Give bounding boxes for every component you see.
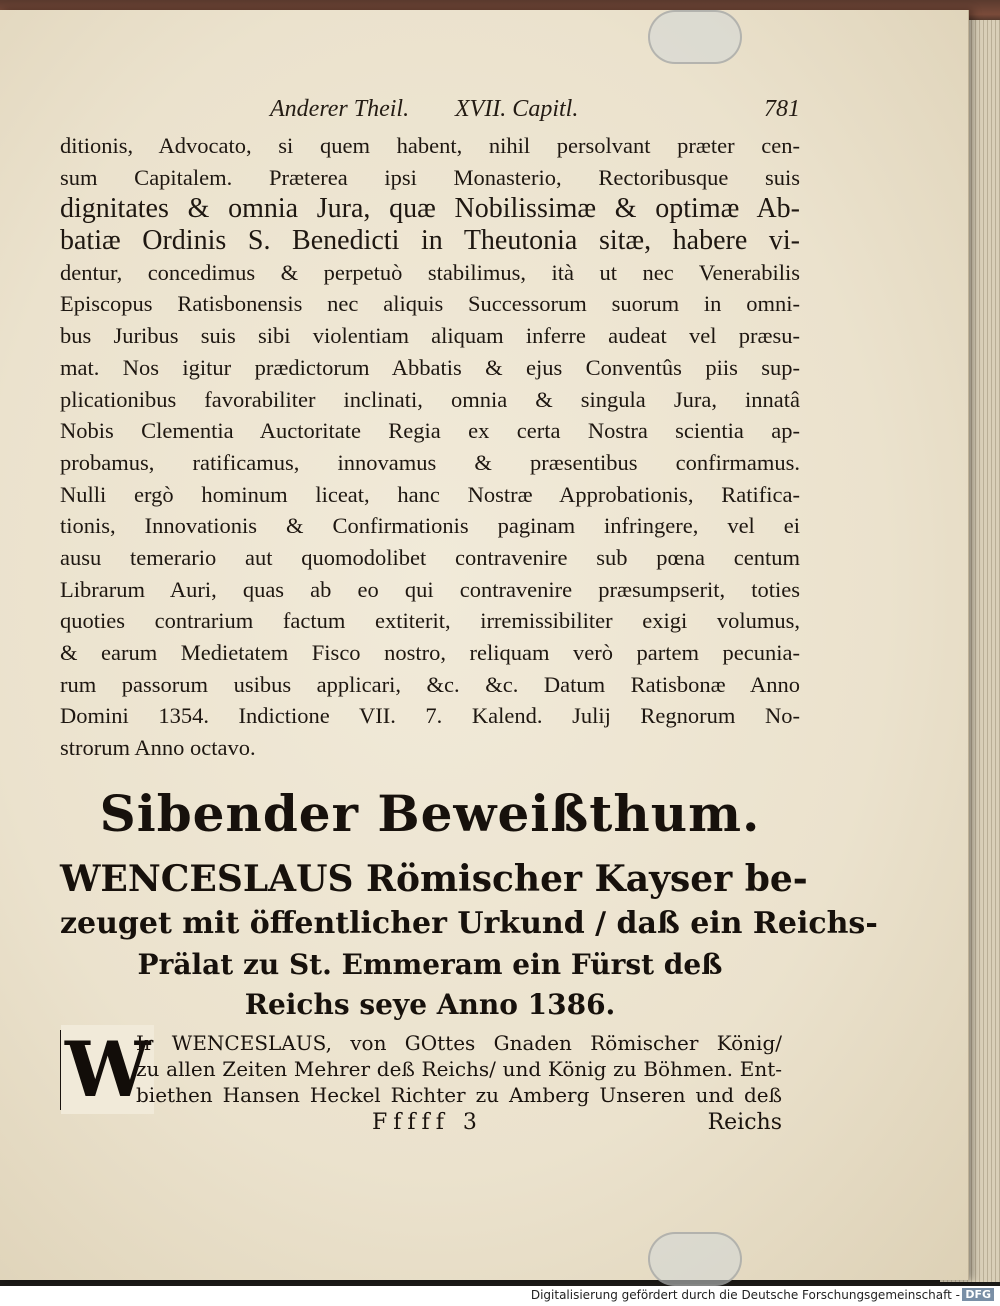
text-line: sum Capitalem. Præterea ipsi Monasterio, Rectoribusque suis — [60, 164, 800, 190]
digitization-footer — [0, 1286, 1000, 1306]
text-line: mat. Nos igitur prædictorum Abbatis & ejus Conventûs piis sup- — [60, 354, 800, 380]
text-line: biethen Hansen Heckel Richter zu Amberg Unseren und deß — [136, 1083, 782, 1107]
text-line: dentur, concedimus & perpetuò stabilimus, ità ut nec Venerabilis — [60, 259, 800, 285]
latin-body-text — [60, 130, 800, 764]
decorated-initial — [60, 1025, 151, 1114]
text-line: dignitates & omnia Jura, quæ Nobilissimæ & optimæ Ab- — [60, 193, 800, 225]
dfg-logo: DFG — [962, 1288, 994, 1301]
section-subheading — [60, 858, 878, 1028]
text-line: rum passorum usibus applicari, &c. &c. Datum Ratisbonæ Anno — [60, 671, 800, 697]
text-line: Ir WENCESLAUS, von GOttes Gnaden Römischer König/ — [136, 1031, 782, 1055]
text-line: Domini 1354. Indictione VII. 7. Kalend. Julij Regnorum No- — [60, 703, 800, 729]
page-clip-bottom — [648, 1232, 742, 1286]
text-line: & earum Medietatem Fisco nostro, reliquam verò partem pecunia- — [60, 640, 800, 665]
text-line: tionis, Innovationis & Confirmationis paginam infringere, vel ei — [60, 513, 800, 539]
text-line: Nobis Clementia Auctoritate Regia ex certa Nostra scientia ap- — [60, 418, 800, 444]
section-heading: Sibender Beweißthum. — [99, 784, 761, 843]
footer-credit: Digitalisierung gefördert durch die Deutsche Forschungsgemeinschaft - — [530, 1288, 960, 1302]
subheading-line: Reichs seye Anno 1386. — [244, 988, 616, 1021]
text-line: plicationibus favorabiliter inclinati, omnia & singula Jura, innatâ — [60, 386, 800, 412]
catchword: Reichs — [707, 1110, 782, 1135]
subheading-line: zeuget mit öffentlicher Urkund / daß ein Reichs- — [60, 906, 878, 941]
initial-letter: W — [61, 1025, 154, 1114]
text-line: zu allen Zeiten Mehrer deß Reichs/ und König zu Böhmen. Ent- — [136, 1057, 782, 1081]
text-line: Nulli ergò hominum liceat, hanc Nostræ Approbationis, Ratifica- — [60, 481, 800, 507]
fraktur-body-text — [136, 1030, 782, 1108]
text-line: ditionis, Advocato, si quem habent, nihil persolvant præter cen- — [60, 133, 800, 158]
text-line: strorum Anno octavo. — [60, 735, 256, 761]
running-head-chapter: XVII. Capitl. — [455, 96, 579, 122]
page-clip-top — [648, 10, 742, 64]
text-line: Episcopus Ratisbonensis nec aliquis Successorum suorum in omni- — [60, 291, 800, 317]
running-head-part: Anderer Theil. — [270, 96, 410, 122]
text-line: ausu temerario aut quomodolibet contravenire sub pœna centum — [60, 544, 800, 570]
running-head — [270, 96, 800, 128]
text-line: batiæ Ordinis S. Benedicti in Theutonia sitæ, habere vi- — [60, 225, 800, 257]
page-foot — [60, 1110, 782, 1140]
text-line: Librarum Auri, quas ab eo qui contravenire præsumpserit, toties — [60, 576, 800, 602]
text-line: probamus, ratificamus, innovamus & præsentibus confirmamus. — [60, 449, 800, 475]
subheading-line: WENCESLAUS Römischer Kayser be- — [60, 858, 808, 900]
signature-mark: Fffff 3 — [372, 1110, 483, 1135]
page-number: 781 — [764, 96, 800, 122]
text-line: quoties contrarium factum extiterit, irremissibiliter exigi volumus, — [60, 608, 800, 634]
text-line: bus Juribus suis sibi violentiam aliquam inferre audeat vel præsu- — [60, 323, 800, 349]
subheading-line: Prälat zu St. Emmeram ein Fürst deß — [137, 948, 723, 981]
